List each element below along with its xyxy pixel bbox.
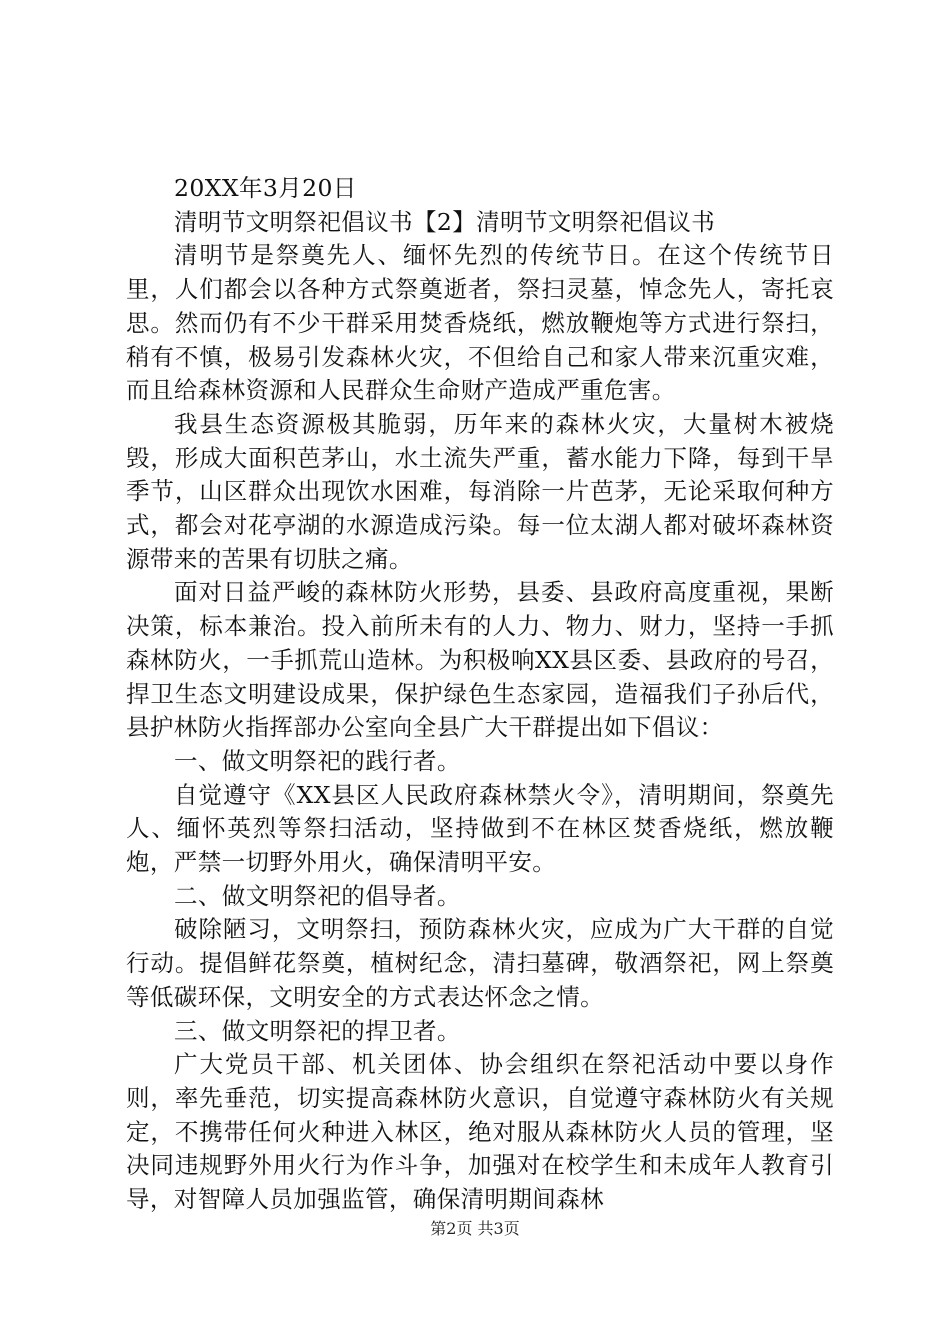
section-heading-1: 一、做文明祭祀的践行者。: [174, 746, 461, 775]
section-heading-3: 三、做文明祭祀的捍卫者。: [174, 1016, 461, 1045]
paragraph-section-3: 广大党员干部、机关团体、协会组织在祭祀活动中要以身作则，率先垂范，切实提高森林防火意识，自觉遵守森林防火有关规定，不携带任何火种进入林区，绝对服从森林防火人员的管理，坚决同违规野外用火行为作斗争，加强对在校学生和未成年人教育引导，对智障人员加强监管，确保清明期间森林: [126, 1050, 834, 1214]
paragraph-section-2: 破除陋习，文明祭扫，预防森林火灾，应成为广大干群的自觉行动。提倡鲜花祭奠，植树纪念，清扫墓碑，敬酒祭祀，网上祭奠等低碳环保，文明安全的方式表达怀念之情。: [126, 915, 834, 1011]
document-heading: 清明节文明祭祀倡议书【2】清明节文明祭祀倡议书: [174, 207, 716, 236]
paragraph-ecology: 我县生态资源极其脆弱，历年来的森林火灾，大量树木被烧毁，形成大面积芭茅山，水土流失严重，蓄水能力下降，每到干旱季节，山区群众出现饮水困难，每消除一片芭茅，无论采取何种方式，都会对花亭湖的水源造成污染。每一位太湖人都对破坏森林资源带来的苦果有切肤之痛。: [126, 409, 834, 573]
paragraph-measures: 面对日益严峻的森林防火形势，县委、县政府高度重视，果断决策，标本兼治。投入前所未有的人力、物力、财力，坚持一手抓森林防火，一手抓荒山造林。为积极响XX县区委、县政府的号召，捍卫生态文明建设成果，保护绿色生态家园，造福我们子孙后代，县护林防火指挥部办公室向全县广大干群提出如下倡议：: [126, 578, 834, 742]
paragraph-intro: 清明节是祭奠先人、缅怀先烈的传统节日。在这个传统节日里，人们都会以各种方式祭奠逝者，祭扫灵墓，悼念先人，寄托哀思。然而仍有不少干群采用焚香烧纸，燃放鞭炮等方式进行祭扫，稍有不慎，极易引发森林火灾，不但给自己和家人带来沉重灾难，而且给森林资源和人民群众生命财产造成严重危害。: [126, 241, 834, 405]
document-body: [126, 172, 834, 1217]
page-footer: 第2页 共3页: [430, 1219, 520, 1238]
paragraph-section-1: 自觉遵守《XX县区人民政府森林禁火令》，清明期间，祭奠先人、缅怀英烈等祭扫活动，坚持做到不在林区焚香烧纸，燃放鞭炮，严禁一切野外用火，确保清明平安。: [126, 780, 834, 877]
document-date: 20XX年3月20日: [174, 174, 357, 202]
section-heading-2: 二、做文明祭祀的倡导者。: [174, 881, 461, 910]
